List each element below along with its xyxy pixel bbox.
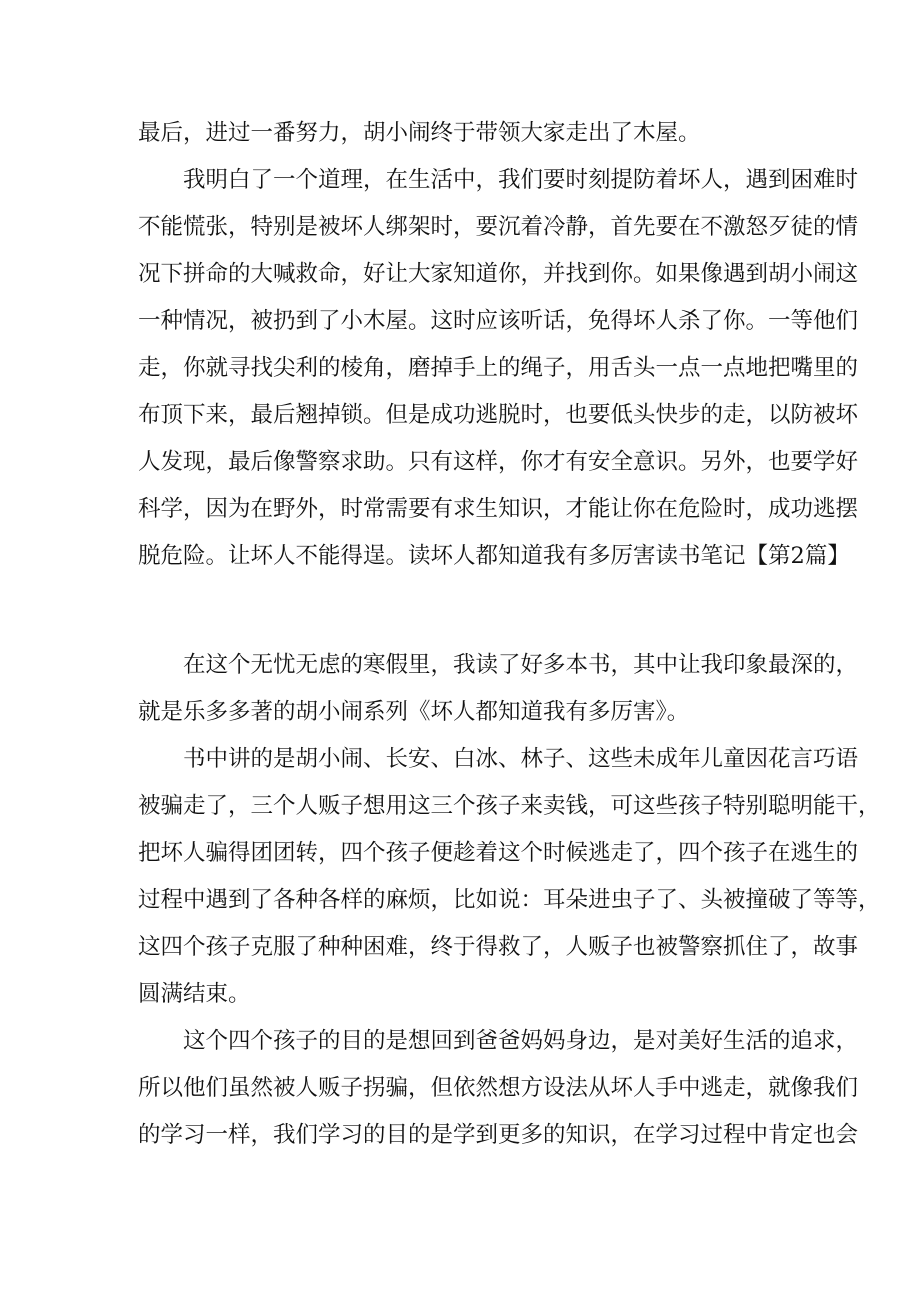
text-line: 走，你就寻找尖利的棱角，磨掉手上的绳子，用舌头一点一点地把嘴里的	[138, 355, 859, 381]
text-line: 所以他们虽然被人贩子拐骗，但依然想方设法从坏人手中逃走，就像我们	[138, 1075, 859, 1101]
text-line: 的学习一样，我们学习的目的是学到更多的知识，在学习过程中肯定也会	[138, 1122, 859, 1148]
text-line: 这个四个孩子的目的是想回到爸爸妈妈身边，是对美好生活的追求，	[183, 1028, 859, 1054]
text-line: 布顶下来，最后翘掉锁。但是成功逃脱时，也要低头快步的走，以防被坏	[138, 402, 859, 428]
text-line: 最后，进过一番努力，胡小闹终于带领大家走出了木屋。	[138, 120, 701, 146]
text-line: 科学，因为在野外，时常需要有求生知识，才能让你在危险时，成功逃摆	[138, 496, 859, 522]
text-line: 把坏人骗得团团转，四个孩子便趁着这个时候逃走了，四个孩子在逃生的	[138, 840, 859, 866]
text-line: 这四个孩子克服了种种困难，终于得救了，人贩子也被警察抓住了，故事	[138, 934, 859, 960]
text-line: 人发现，最后像警察求助。只有这样，你才有安全意识。另外，也要学好	[138, 449, 859, 475]
text-line: 书中讲的是胡小闹、长安、白冰、林子、这些未成年儿童因花言巧语	[183, 746, 859, 772]
text-line: 在这个无忧无虑的寒假里，我读了好多本书，其中让我印象最深的，	[183, 652, 859, 678]
text-line: 圆满结束。	[138, 981, 251, 1007]
text-line: 脱危险。让坏人不能得逞。读坏人都知道我有多厉害读书笔记【第2篇】	[138, 543, 850, 569]
text-line: 过程中遇到了各种各样的麻烦，比如说：耳朵进虫子了、头被撞破了等等，	[138, 887, 881, 913]
text-line: 就是乐多多著的胡小闹系列《坏人都知道我有多厉害》。	[138, 699, 690, 725]
text-line: 我明白了一个道理，在生活中，我们要时刻提防着坏人，遇到困难时	[183, 167, 859, 193]
text-line: 不能慌张，特别是被坏人绑架时，要沉着冷静，首先要在不激怒歹徒的情	[138, 214, 859, 240]
text-line: 况下拼命的大喊救命，好让大家知道你，并找到你。如果像遇到胡小闹这	[138, 261, 859, 287]
text-line: 一种情况，被扔到了小木屋。这时应该听话，免得坏人杀了你。一等他们	[138, 308, 859, 334]
text-line: 被骗走了，三个人贩子想用这三个孩子来卖钱，可这些孩子特别聪明能干，	[138, 793, 881, 819]
